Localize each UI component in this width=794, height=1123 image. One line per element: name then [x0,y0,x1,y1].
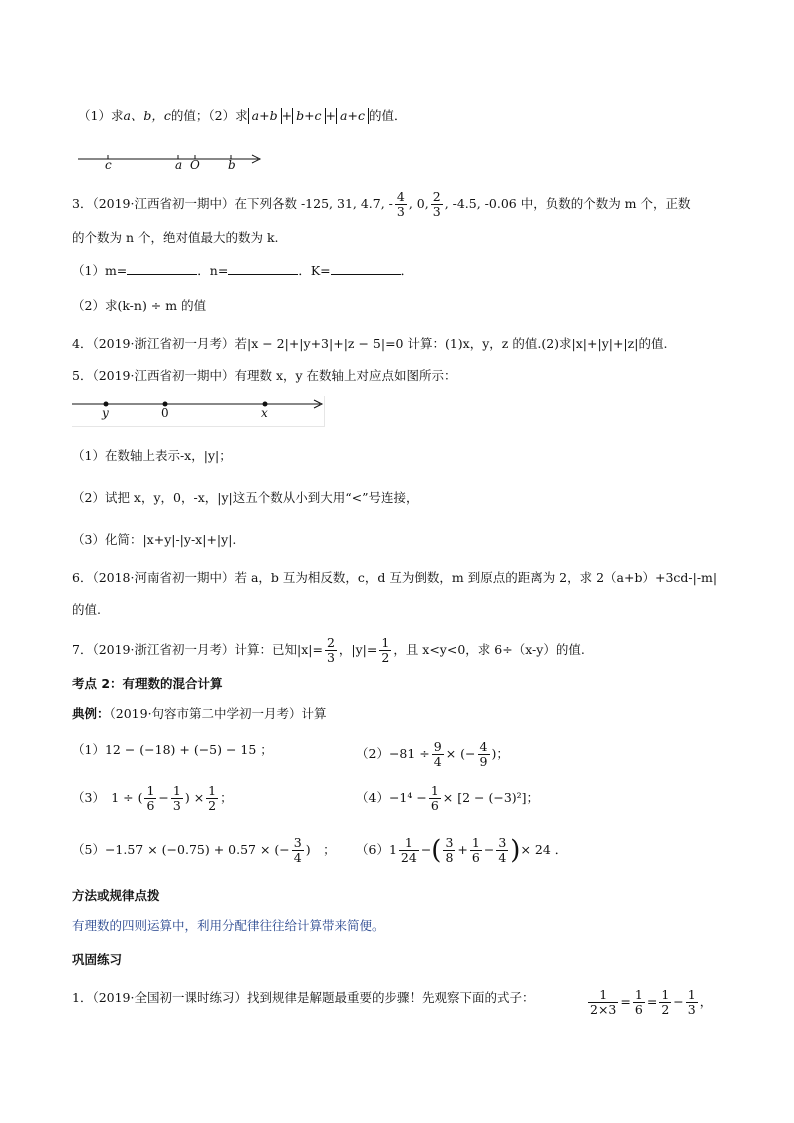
axis-c-label: c [105,158,112,172]
q6-line1: 6．（2018·河南省初一期中）若 a，b 互为相反数，c，d 互为倒数，m 到原点的距离为 2，求 2（a+b）+3cd-|-m| [72,570,718,585]
num: 1 [208,783,217,798]
text: ； [220,790,233,805]
text: , 0, [408,196,429,211]
text: 3．（2019·江西省初一期中）在下列各数 -125, 31, 4.7, - [72,196,393,211]
q5-sub2: （2）试把 x，y，0，-x，|y|这五个数从小到大用“<”号连接， [72,490,419,505]
q5-sub3: （3）化简：|x+y|-|y-x|+|y|. [72,532,237,547]
den: 4 [433,754,442,769]
q7 [72,636,585,665]
num: 4 [479,739,488,754]
den: 9 [479,754,488,769]
exercise-6 [356,836,567,865]
q3-line2: 的个数为 n 个，绝对值最大的数为 k. [72,230,279,245]
den: 6 [634,1002,643,1017]
num: 1 [661,987,670,1002]
den: 2×3 [590,1002,617,1017]
q5-title: 5．（2019·江西省初一期中）有理数 x，y 在数轴上对应点如图所示： [72,368,457,383]
abs-expr: a+b [248,108,282,124]
text: )； [491,746,509,761]
fraction [431,190,443,219]
fraction [496,836,508,865]
comma: ， [699,994,713,1009]
num: 2 [326,635,335,650]
axis-zero-label: 0 [161,406,169,420]
q3-sub1 [72,260,413,281]
text: 的值． [368,108,407,123]
den: 2 [381,650,390,665]
num: 3 [293,835,302,850]
minus: − [673,994,684,1009]
num: 1 [381,635,390,650]
exercise-5 [72,836,336,865]
text: − [420,842,432,857]
den: 6 [471,850,480,865]
num: 1 [687,987,696,1002]
num: 1 [430,783,439,798]
q2-parts [78,106,406,126]
method-text: 有理数的四则运算中，利用分配律往往给计算带来简便。 [72,918,385,933]
text: × [2 − (−3)²]； [442,790,540,805]
q5-sub1: （1）在数轴上表示-x，|y|； [72,448,232,463]
text: , -4.5, -0.06 中，负数的个数为 m 个，正数 [444,196,691,211]
den: 4 [293,850,302,865]
vars: a、b，c [123,108,171,123]
axis-x-label: x [261,406,268,420]
text: ． [400,263,414,278]
text: × 24 ． [520,842,568,857]
equals: = [620,994,631,1009]
text: ，|y|= [338,642,378,657]
den: 6 [146,798,155,813]
text: 的值；（2）求 [170,108,248,123]
fraction [399,836,419,865]
text: （3） 1 ÷ ( [72,790,143,805]
text: ，且 x<y<0，求 6÷（x-y）的值. [393,642,585,657]
num: 1 [588,988,618,1003]
den: 24 [400,850,417,865]
num: 1 [399,836,419,851]
plus: + [281,108,293,123]
num: 4 [396,189,405,204]
num: 1 [471,835,480,850]
fraction [429,784,441,813]
fraction [144,784,156,813]
text: （5）−1.57 × (−0.75) + 0.57 × (− [72,842,290,857]
exercise-2 [356,740,509,769]
q3-sub2: （2）求(k-n) ÷ m 的值 [72,298,207,313]
axis-b-label: b [228,158,236,172]
fraction [395,190,407,219]
text: − [483,842,495,857]
num: 1 [146,783,155,798]
section-heading-kaodian2: 考点 2：有理数的混合计算 [72,676,223,691]
fraction [325,636,337,665]
abs-expr: a+c [336,108,369,124]
answer-blank-n[interactable] [228,260,298,275]
practice-q1 [72,988,535,1008]
den: 4 [498,850,507,865]
num: 1 [172,783,181,798]
text: （2）−81 ÷ [356,746,430,761]
fraction [686,988,698,1017]
text: （1）求 [78,108,124,123]
den: 3 [172,798,181,813]
text: （1）m= [72,263,128,278]
text: （2019·句容市第二中学初一月考）计算 [109,706,327,721]
num: 3 [498,835,507,850]
answer-blank-k[interactable] [331,260,401,275]
fraction [478,740,490,769]
fraction [443,836,455,865]
fraction [432,740,444,769]
den: 2 [661,1002,670,1017]
label: 典例： [72,706,110,721]
num: 9 [433,739,442,754]
open-paren: ( [431,835,442,866]
num: 1 [634,987,643,1002]
practice-title: 巩固练习 [72,952,123,967]
equals: = [646,994,658,1009]
fraction [470,836,482,865]
den: 3 [396,204,405,219]
text: ．n= [197,263,229,278]
den: 3 [687,1002,696,1017]
den: 8 [445,850,454,865]
text: + [457,842,468,857]
q6-line2: 的值. [72,602,101,617]
fraction [659,988,671,1017]
num: 3 [445,835,454,850]
den: 3 [432,204,441,219]
text: × (− [445,746,476,761]
practice-q1-formula [586,988,712,1017]
q3-line1 [72,190,691,219]
den: 3 [326,650,335,665]
plus: + [325,108,337,123]
text: 1．（2019·全国初一课时练习）找到规律是解题最重要的步骤！先观察下面的式子： [72,990,535,1005]
close-paren: ) [510,835,521,866]
axis-frame [72,396,325,427]
abs-expr: b+c [292,108,325,124]
text: − [158,790,169,805]
axis-o-label: O [190,158,200,172]
text: （4）−1⁴ − [356,790,427,805]
den: 6 [430,798,439,813]
fraction [633,988,645,1017]
text: （6）1 [356,842,397,857]
fraction [588,988,618,1017]
fraction [292,836,304,865]
method-title: 方法或规律点拨 [72,888,160,903]
fraction [379,636,391,665]
text: ) × [184,790,205,805]
dianli [72,704,327,724]
axis-a-label: a [175,158,183,172]
text: ．K= [298,263,331,278]
exercise-4 [356,784,539,813]
text: ) ； [305,842,336,857]
num: 2 [432,189,441,204]
exercise-3 [72,784,233,813]
answer-blank-m[interactable] [127,260,197,275]
den: 2 [208,798,217,813]
q4: 4．（2019·浙江省初一月考）若|x − 2|+|y+3|+|z − 5|=0 计算：(1)x，y，z 的值.(2)求|x|+|y|+|z|的值. [72,336,668,351]
text: 7．（2019·浙江省初一月考）计算：已知|x|= [72,642,323,657]
fraction [206,784,218,813]
exercise-1: （1）12 − (−18) + (−5) − 15 ； [72,742,273,757]
axis-y-label: y [102,406,109,420]
fraction [171,784,183,813]
